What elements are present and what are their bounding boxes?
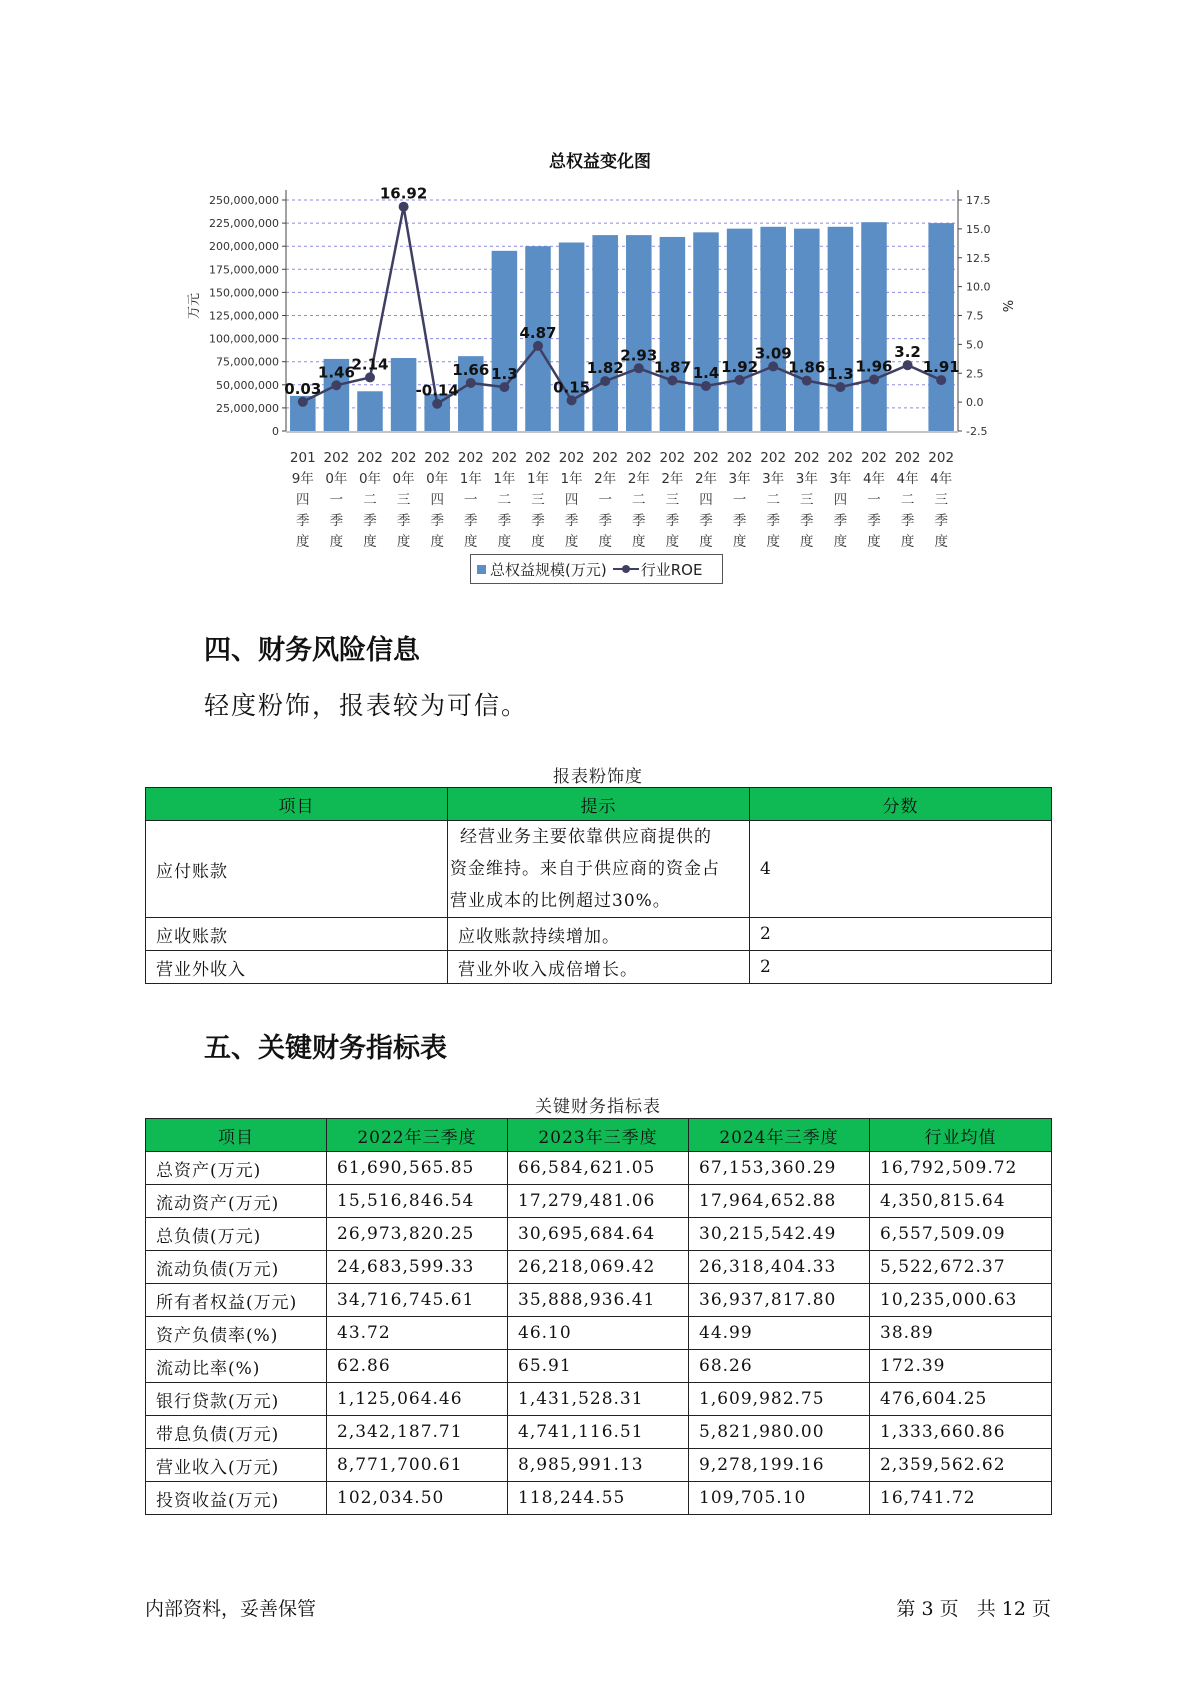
table-row — [146, 1284, 1052, 1317]
left-tick-label: 100,000,000 — [209, 332, 279, 346]
indicator-value-cell: 61,690,565.85 — [327, 1152, 508, 1185]
x-tick-label: 度 — [329, 534, 344, 550]
x-tick-label: 202 — [357, 450, 383, 466]
chart-title: 总权益变化图 — [549, 152, 651, 172]
x-tick-label: 季 — [800, 513, 814, 529]
x-tick-label: 季 — [900, 513, 915, 529]
legend-line-label: 行业ROE — [640, 560, 703, 579]
left-tick-label: 225,000,000 — [209, 217, 279, 231]
table-row — [146, 1218, 1052, 1251]
left-tick-label: 0 — [272, 425, 279, 438]
indicator-value-cell: 67,153,360.29 — [689, 1152, 870, 1185]
roe-data-label: 1.46 — [317, 363, 355, 382]
x-tick-label: 3年 — [762, 471, 785, 487]
score-cell: 4 — [750, 821, 1052, 918]
hint-cell — [448, 821, 750, 918]
right-tick-label: 15.0 — [966, 222, 991, 236]
x-tick-label: 202 — [558, 450, 585, 466]
indicator-name-cell: 流动资产(万元) — [146, 1185, 327, 1218]
x-tick-label: 一 — [732, 492, 747, 508]
indicator-name-cell: 营业收入(万元) — [146, 1449, 327, 1482]
x-tick-label: 季 — [665, 513, 680, 529]
x-tick-label: 四 — [699, 492, 713, 508]
roe-point — [634, 363, 644, 373]
roe-point — [533, 341, 543, 351]
x-tick-label: 0年 — [392, 471, 415, 487]
page-current: 3 — [921, 1598, 934, 1620]
x-tick-label: 一 — [329, 492, 344, 508]
x-tick-label: 202 — [491, 450, 518, 466]
right-tick-label: 5.0 — [966, 338, 984, 352]
left-tick-label: 75,000,000 — [216, 355, 279, 369]
indicator-name-cell: 总负债(万元) — [146, 1218, 327, 1251]
x-tick-label: 三 — [531, 492, 545, 508]
roe-point — [365, 372, 375, 382]
risk-summary: 轻度粉饰，报表较为可信。 — [204, 691, 529, 720]
x-tick-label: 202 — [827, 450, 854, 466]
roe-data-label: 1.4 — [692, 363, 720, 382]
bar — [592, 235, 618, 431]
x-tick-label: 季 — [833, 513, 848, 529]
indicator-value-cell: 4,350,815.64 — [870, 1185, 1052, 1218]
x-tick-label: 度 — [396, 534, 411, 550]
x-tick-label: 季 — [766, 513, 780, 529]
roe-point — [567, 395, 577, 405]
indicator-value-cell: 1,431,528.31 — [508, 1383, 689, 1416]
table-row — [146, 1152, 1052, 1185]
x-tick-label: 季 — [867, 513, 881, 529]
table-row — [146, 1482, 1052, 1515]
x-tick-label: 202 — [424, 450, 451, 466]
right-tick-label: 2.5 — [966, 367, 984, 381]
table-row — [146, 951, 1052, 984]
header-cell: 2024年三季度 — [689, 1119, 870, 1152]
x-tick-label: 度 — [699, 534, 713, 550]
indicator-value-cell: 1,609,982.75 — [689, 1383, 870, 1416]
roe-point — [466, 378, 476, 388]
x-tick-label: 0年 — [325, 471, 348, 487]
section-4-heading: 四、财务风险信息 — [204, 635, 420, 666]
bar — [928, 223, 954, 431]
x-tick-label: 季 — [732, 513, 747, 529]
indicator-value-cell: 30,695,684.64 — [508, 1218, 689, 1251]
footer-confidential: 内部资料，妥善保管 — [145, 1598, 317, 1620]
x-tick-label: 度 — [497, 534, 512, 550]
hint-cell: 营业外收入成倍增长。 — [448, 951, 750, 984]
indicator-value-cell: 38.89 — [870, 1317, 1052, 1350]
x-tick-label: 202 — [659, 450, 686, 466]
indicator-value-cell: 17,279,481.06 — [508, 1185, 689, 1218]
header-cell: 分数 — [750, 788, 1052, 821]
right-tick-label: 12.5 — [966, 251, 991, 265]
x-tick-label: 二 — [766, 492, 780, 508]
indicator-name-cell: 流动负债(万元) — [146, 1251, 327, 1284]
x-tick-label: 2年 — [594, 471, 617, 487]
header-cell: 2023年三季度 — [508, 1119, 689, 1152]
x-tick-label: 度 — [531, 534, 545, 550]
x-tick-label: 4年 — [862, 471, 886, 487]
roe-point — [869, 374, 879, 384]
roe-point — [768, 361, 778, 371]
legend-bar-swatch — [477, 565, 486, 574]
page-suffix: 页 — [1031, 1598, 1051, 1620]
table-row — [146, 918, 1052, 951]
right-tick-label: 0.0 — [966, 396, 984, 410]
footer-page-number — [896, 1594, 1051, 1621]
roe-data-label: -0.14 — [415, 381, 459, 400]
x-tick-label: 度 — [665, 534, 680, 550]
equity-chart — [0, 0, 1191, 600]
bar — [794, 229, 820, 431]
x-tick-label: 季 — [531, 513, 545, 529]
indicator-name-cell: 总资产(万元) — [146, 1152, 327, 1185]
x-tick-label: 度 — [632, 534, 646, 550]
x-tick-label: 202 — [323, 450, 350, 466]
bar — [727, 229, 753, 431]
bar — [693, 232, 719, 431]
x-tick-label: 2年 — [627, 471, 650, 487]
section-5-heading: 五、关键财务指标表 — [204, 1033, 447, 1064]
left-tick-label: 50,000,000 — [216, 378, 279, 392]
page-mid: 页 共 — [939, 1598, 996, 1620]
x-tick-label: 3年 — [829, 471, 852, 487]
bar — [626, 235, 652, 431]
roe-data-label: 1.91 — [922, 358, 960, 377]
roe-data-label: 1.3 — [827, 365, 854, 384]
indicator-value-cell: 16,792,509.72 — [870, 1152, 1052, 1185]
x-tick-label: 度 — [296, 534, 310, 550]
x-tick-label: 季 — [632, 513, 646, 529]
left-tick-label: 25,000,000 — [216, 401, 279, 415]
x-tick-label: 季 — [699, 513, 713, 529]
indicator-value-cell: 5,522,672.37 — [870, 1251, 1052, 1284]
x-tick-label: 度 — [833, 534, 848, 550]
x-tick-label: 3年 — [795, 471, 818, 487]
item-cell: 营业外收入 — [146, 951, 448, 984]
indicator-value-cell: 8,771,700.61 — [327, 1449, 508, 1482]
hint-line: 资金维持。来自于供应商的资金占 — [450, 859, 720, 879]
x-tick-label: 1年 — [560, 471, 583, 487]
table-row — [146, 1449, 1052, 1482]
x-tick-label: 二 — [900, 492, 915, 508]
indicator-value-cell: 109,705.10 — [689, 1482, 870, 1515]
indicator-value-cell: 30,215,542.49 — [689, 1218, 870, 1251]
roe-data-label: 1.86 — [788, 358, 826, 377]
roe-data-label: 1.82 — [586, 359, 624, 378]
table-row — [146, 1317, 1052, 1350]
indicator-value-cell: 17,964,652.88 — [689, 1185, 870, 1218]
indicator-name-cell: 流动比率(%) — [146, 1350, 327, 1383]
indicator-value-cell: 2,359,562.62 — [870, 1449, 1052, 1482]
roe-point — [903, 360, 913, 370]
right-tick-label: 10.0 — [966, 280, 991, 294]
indicator-value-cell: 8,985,991.13 — [508, 1449, 689, 1482]
roe-data-label: 3.2 — [894, 343, 921, 362]
roe-data-label: 1.92 — [721, 357, 759, 376]
risk-table-caption: 报表粉饰度 — [553, 767, 643, 787]
indicator-value-cell: 10,235,000.63 — [870, 1284, 1052, 1317]
x-tick-label: 202 — [726, 450, 753, 466]
roe-point — [432, 399, 442, 409]
indicator-value-cell: 15,516,846.54 — [327, 1185, 508, 1218]
x-tick-label: 2年 — [661, 471, 684, 487]
hint-cell: 应收账款持续增加。 — [448, 918, 750, 951]
x-tick-label: 一 — [867, 492, 881, 508]
bar — [492, 251, 518, 431]
item-cell: 应付账款 — [146, 821, 448, 918]
indicator-value-cell: 35,888,936.41 — [508, 1284, 689, 1317]
indicator-value-cell: 34,716,745.61 — [327, 1284, 508, 1317]
x-tick-label: 度 — [430, 534, 444, 550]
indicator-value-cell: 43.72 — [327, 1317, 508, 1350]
roe-data-label: 1.66 — [452, 360, 490, 379]
roe-data-label: 4.87 — [519, 323, 557, 342]
x-tick-label: 3年 — [728, 471, 751, 487]
indicator-value-cell: 44.99 — [689, 1317, 870, 1350]
indicator-value-cell: 1,333,660.86 — [870, 1416, 1052, 1449]
legend-line-swatch — [613, 564, 639, 574]
left-tick-label: 150,000,000 — [209, 286, 279, 300]
indicator-value-cell: 476,604.25 — [870, 1383, 1052, 1416]
roe-point — [331, 380, 341, 390]
indicator-value-cell: 9,278,199.16 — [689, 1449, 870, 1482]
left-tick-label: 250,000,000 — [209, 194, 279, 207]
indicator-table-header — [146, 1119, 1052, 1152]
x-tick-label: 202 — [894, 450, 921, 466]
roe-point — [835, 382, 845, 392]
x-tick-label: 202 — [760, 450, 787, 466]
x-tick-label: 度 — [800, 534, 814, 550]
x-tick-label: 二 — [497, 492, 512, 508]
chart-bars — [290, 222, 954, 431]
roe-data-label: 0.03 — [284, 379, 322, 398]
x-tick-label: 202 — [592, 450, 619, 466]
x-tick-label: 季 — [363, 513, 377, 529]
x-tick-label: 202 — [625, 450, 652, 466]
x-tick-label: 四 — [564, 492, 579, 508]
x-tick-label: 1年 — [493, 471, 516, 487]
roe-point — [936, 375, 946, 385]
right-axis-label: % — [999, 299, 1014, 313]
risk-table-header — [146, 788, 1052, 821]
x-tick-label: 四 — [296, 492, 310, 508]
x-tick-label: 四 — [833, 492, 848, 508]
header-cell: 项目 — [146, 788, 448, 821]
bar — [861, 222, 887, 431]
x-tick-label: 度 — [564, 534, 579, 550]
x-tick-label: 0年 — [358, 471, 382, 487]
indicator-name-cell: 所有者权益(万元) — [146, 1284, 327, 1317]
x-tick-label: 202 — [861, 450, 887, 466]
roe-point — [802, 376, 812, 386]
indicator-value-cell: 26,973,820.25 — [327, 1218, 508, 1251]
indicator-value-cell: 2,342,187.71 — [327, 1416, 508, 1449]
x-tick-label: 1年 — [459, 471, 482, 487]
indicator-name-cell: 投资收益(万元) — [146, 1482, 327, 1515]
indicator-value-cell: 5,821,980.00 — [689, 1416, 870, 1449]
x-tick-label: 度 — [766, 534, 780, 550]
roe-point — [499, 382, 509, 392]
header-cell: 2022年三季度 — [327, 1119, 508, 1152]
x-tick-label: 202 — [693, 450, 719, 466]
roe-data-label: 3.09 — [754, 344, 792, 363]
indicator-value-cell: 65.91 — [508, 1350, 689, 1383]
roe-point — [667, 376, 677, 386]
x-tick-label: 202 — [457, 450, 484, 466]
table-row — [146, 1185, 1052, 1218]
indicator-value-cell: 4,741,116.51 — [508, 1416, 689, 1449]
bar — [660, 237, 686, 431]
x-tick-label: 四 — [430, 492, 444, 508]
left-tick-label: 175,000,000 — [209, 263, 279, 277]
indicator-value-cell: 66,584,621.05 — [508, 1152, 689, 1185]
table-row — [146, 1383, 1052, 1416]
item-cell: 应收账款 — [146, 918, 448, 951]
roe-point — [701, 381, 711, 391]
indicator-value-cell: 1,125,064.46 — [327, 1383, 508, 1416]
roe-data-label: 2.93 — [620, 346, 658, 365]
x-tick-label: 三 — [934, 492, 948, 508]
left-axis-label: 万元 — [187, 292, 202, 320]
x-tick-label: 202 — [390, 450, 417, 466]
x-tick-label: 4年 — [896, 471, 919, 487]
left-tick-label: 125,000,000 — [209, 309, 279, 323]
table-row — [146, 821, 1052, 918]
x-tick-label: 三 — [665, 492, 680, 508]
x-tick-label: 度 — [732, 534, 747, 550]
x-tick-label: 2年 — [694, 471, 718, 487]
risk-table — [145, 787, 1052, 984]
bar — [760, 227, 786, 431]
page-total: 12 — [1001, 1598, 1026, 1620]
x-tick-label: 度 — [363, 534, 377, 550]
indicator-value-cell: 172.39 — [870, 1350, 1052, 1383]
indicator-value-cell: 68.26 — [689, 1350, 870, 1383]
indicator-value-cell: 6,557,509.09 — [870, 1218, 1052, 1251]
indicator-table — [145, 1118, 1052, 1515]
header-cell: 提示 — [448, 788, 750, 821]
score-cell: 2 — [750, 951, 1052, 984]
indicator-value-cell: 16,741.72 — [870, 1482, 1052, 1515]
indicator-value-cell: 118,244.55 — [508, 1482, 689, 1515]
x-tick-label: 季 — [430, 513, 444, 529]
x-tick-label: 季 — [329, 513, 344, 529]
bar — [828, 227, 854, 431]
x-tick-label: 9年 — [291, 471, 314, 487]
indicator-value-cell: 24,683,599.33 — [327, 1251, 508, 1284]
table-row — [146, 1416, 1052, 1449]
x-tick-label: 三 — [800, 492, 814, 508]
bar — [391, 358, 417, 431]
roe-data-label: 1.96 — [855, 357, 893, 376]
x-tick-label: 202 — [928, 450, 955, 466]
x-tick-label: 201 — [289, 450, 316, 466]
indicator-value-cell: 46.10 — [508, 1317, 689, 1350]
x-tick-label: 1年 — [526, 471, 550, 487]
legend-bar-label: 总权益规模(万元) — [490, 560, 607, 579]
x-tick-label: 202 — [793, 450, 820, 466]
chart-legend — [470, 554, 723, 584]
x-tick-label: 一 — [464, 492, 478, 508]
roe-point — [600, 376, 610, 386]
roe-data-label: 16.92 — [379, 184, 428, 203]
hint-line: 营业成本的比例超过30%。 — [450, 891, 671, 911]
x-tick-label: 季 — [497, 513, 512, 529]
roe-data-label: 2.14 — [351, 355, 389, 374]
roe-data-label: 0.15 — [553, 378, 591, 397]
header-cell: 行业均值 — [870, 1119, 1052, 1152]
indicator-value-cell: 62.86 — [327, 1350, 508, 1383]
left-tick-label: 200,000,000 — [209, 240, 279, 254]
x-tick-label: 度 — [867, 534, 881, 550]
x-tick-label: 三 — [396, 492, 411, 508]
indicator-value-cell: 26,318,404.33 — [689, 1251, 870, 1284]
indicator-table-caption: 关键财务指标表 — [535, 1097, 661, 1117]
indicator-value-cell: 26,218,069.42 — [508, 1251, 689, 1284]
roe-point — [298, 397, 308, 407]
x-tick-label: 202 — [525, 450, 551, 466]
x-tick-label: 一 — [598, 492, 612, 508]
right-tick-label: 17.5 — [966, 194, 991, 207]
x-tick-label: 4年 — [930, 471, 953, 487]
roe-point — [399, 202, 409, 212]
x-tick-label: 季 — [296, 513, 310, 529]
table-row — [146, 1251, 1052, 1284]
x-tick-label: 季 — [564, 513, 579, 529]
right-tick-label: -2.5 — [966, 425, 988, 438]
roe-data-label: 1.87 — [653, 358, 691, 377]
score-cell: 2 — [750, 918, 1052, 951]
page-prefix: 第 — [896, 1598, 916, 1620]
indicator-name-cell: 资产负债率(%) — [146, 1317, 327, 1350]
indicator-name-cell: 银行贷款(万元) — [146, 1383, 327, 1416]
bar — [357, 391, 383, 431]
header-cell: 项目 — [146, 1119, 327, 1152]
x-tick-label: 二 — [632, 492, 646, 508]
x-tick-label: 度 — [900, 534, 915, 550]
x-tick-label: 0年 — [426, 471, 449, 487]
x-tick-label: 季 — [464, 513, 478, 529]
x-tick-label: 二 — [363, 492, 377, 508]
roe-data-label: 1.3 — [491, 365, 518, 384]
x-tick-label: 季 — [396, 513, 411, 529]
x-tick-label: 度 — [934, 534, 948, 550]
right-tick-label: 7.5 — [966, 309, 984, 323]
x-tick-label: 季 — [934, 513, 948, 529]
roe-point — [735, 375, 745, 385]
x-tick-label: 季 — [598, 513, 612, 529]
indicator-value-cell: 102,034.50 — [327, 1482, 508, 1515]
hint-line: 经营业务主要依靠供应商提供的 — [460, 827, 712, 847]
indicator-value-cell: 36,937,817.80 — [689, 1284, 870, 1317]
table-row — [146, 1350, 1052, 1383]
x-tick-label: 度 — [464, 534, 478, 550]
x-tick-label: 度 — [598, 534, 612, 550]
indicator-name-cell: 带息负债(万元) — [146, 1416, 327, 1449]
